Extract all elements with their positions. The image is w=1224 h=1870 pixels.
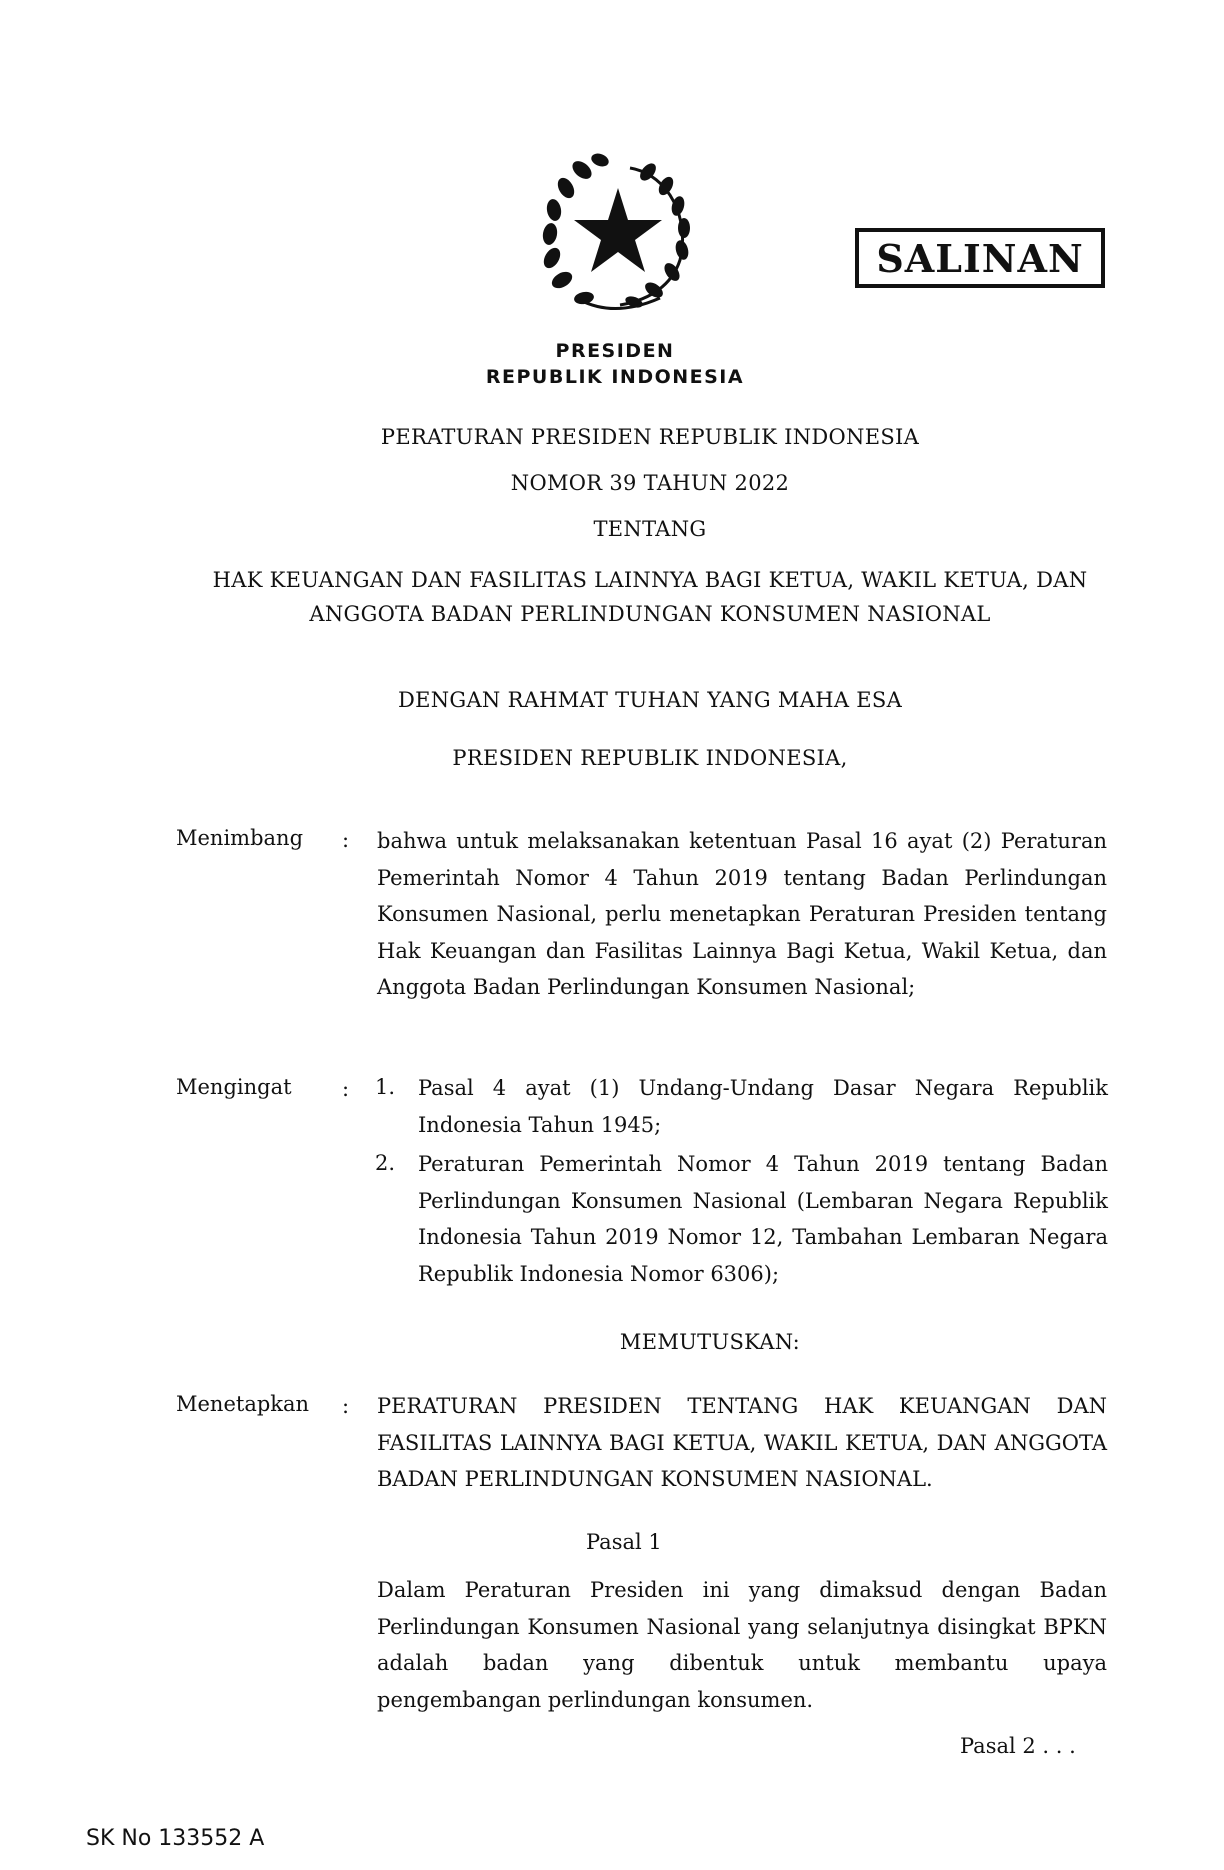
header-republik: REPUBLIK INDONESIA bbox=[485, 366, 745, 388]
mengingat-item-1-number: 1. bbox=[375, 1075, 396, 1099]
next-page-reference: Pasal 2 . . . bbox=[960, 1734, 1076, 1758]
regulation-title: PERATURAN PRESIDEN REPUBLIK INDONESIA bbox=[380, 425, 920, 449]
menetapkan-label: Menetapkan bbox=[176, 1392, 310, 1416]
menimbang-text: bahwa untuk melaksanakan ketentuan Pasal 16 ayat (2) Peraturan Pemerintah Nomor 4 Tahun 2019 tentang Badan Perlindungan Konsumen Nasional, perlu menetapkan Peraturan Presiden tentang Hak Keuangan dan Fasilitas Lainnya Bagi Ketua, Wakil Ketua, dan Anggota Badan Perlindungan Konsumen Nasional; bbox=[377, 829, 1107, 999]
pasal-1-heading: Pasal 1 bbox=[586, 1530, 662, 1554]
presidential-emblem-icon bbox=[540, 150, 700, 315]
menetapkan-colon: : bbox=[342, 1394, 350, 1418]
salinan-stamp bbox=[855, 228, 1105, 288]
menimbang-colon: : bbox=[342, 828, 350, 852]
header-presiden: PRESIDEN bbox=[555, 340, 675, 362]
preamble-presiden: PRESIDEN REPUBLIK INDONESIA, bbox=[452, 746, 848, 770]
footer-sk-number: SK No 133552 A bbox=[86, 1826, 265, 1851]
memutuskan-heading: MEMUTUSKAN: bbox=[619, 1330, 801, 1354]
menetapkan-text: PERATURAN PRESIDEN TENTANG HAK KEUANGAN DAN FASILITAS LAINNYA BAGI KETUA, WAKIL KETUA, DAN ANGGOTA BADAN PERLINDUNGAN KONSUMEN NASIONAL. bbox=[377, 1394, 1107, 1491]
mengingat-label: Mengingat bbox=[176, 1075, 292, 1099]
regulation-number: NOMOR 39 TAHUN 2022 bbox=[510, 471, 790, 495]
mengingat-item-2-text: Peraturan Pemerintah Nomor 4 Tahun 2019 tentang Badan Perlindungan Konsumen Nasional (Lembaran Negara Republik Indonesia Tahun 2019 Nomor 12, Tambahan Lembaran Negara Republik Indonesia Nomor 6306); bbox=[418, 1152, 1108, 1286]
mengingat-item-2-number: 2. bbox=[375, 1151, 396, 1175]
mengingat-item-1-text: Pasal 4 ayat (1) Undang-Undang Dasar Negara Republik Indonesia Tahun 1945; bbox=[418, 1076, 1108, 1137]
salinan-label: SALINAN bbox=[876, 235, 1084, 281]
regulation-subject-line1: HAK KEUANGAN DAN FASILITAS LAINNYA BAGI KETUA, WAKIL KETUA, DAN bbox=[212, 568, 1088, 592]
tentang-heading: TENTANG bbox=[593, 517, 707, 541]
regulation-subject-line2: ANGGOTA BADAN PERLINDUNGAN KONSUMEN NASIONAL bbox=[309, 602, 991, 626]
mengingat-colon: : bbox=[342, 1077, 350, 1101]
pasal-1-text: Dalam Peraturan Presiden ini yang dimaksud dengan Badan Perlindungan Konsumen Nasional yang selanjutnya disingkat BPKN adalah badan yang dibentuk untuk membantu upaya pengembangan perlindungan konsumen. bbox=[377, 1578, 1107, 1712]
menimbang-label: Menimbang bbox=[176, 826, 304, 850]
preamble-rahmat: DENGAN RAHMAT TUHAN YANG MAHA ESA bbox=[397, 688, 903, 712]
